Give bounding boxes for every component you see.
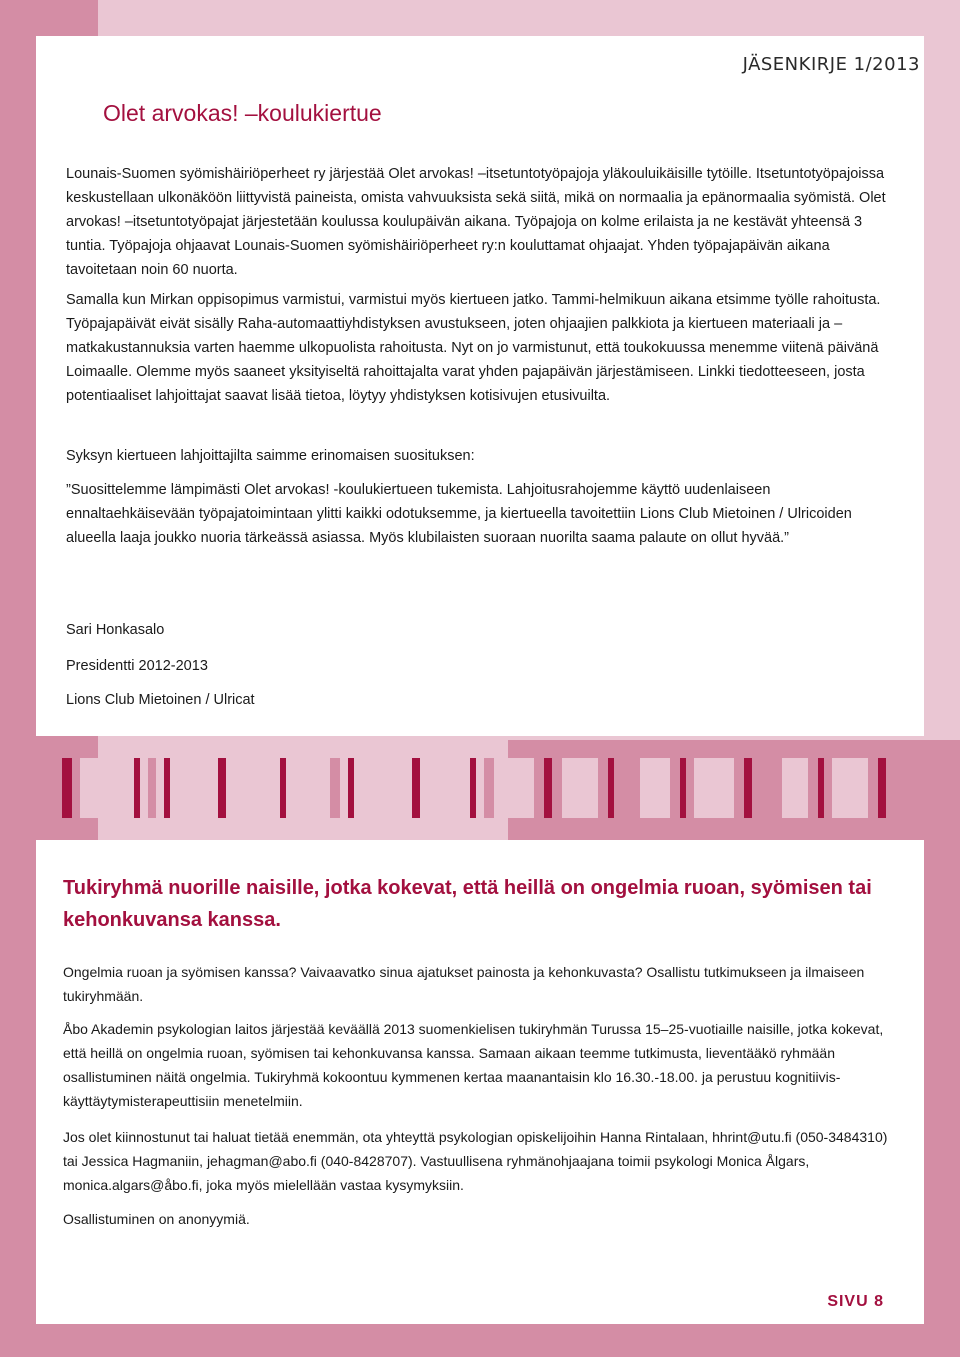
- article2-paragraph-3: Jos olet kiinnostunut tai haluat tietää enemmän, ota yhteyttä psykologian opiskelijoihin Hanna Rintalaan, hhrint@utu.fi (050-3484310) tai Jessica Hagmaniin, jehagman@abo.fi (040-8428707). Vastuullisena ryhmänohjaajana toimii psykologi Monica Ålgars, monica.algars@åbo.fi, joka myös mielellään vastaa kysymyksiin.: [63, 1129, 888, 1193]
- issue-header: JÄSENKIRJE 1/2013: [742, 54, 920, 75]
- background-band-bottom: [98, 1320, 960, 1357]
- stripe-dark: [218, 758, 226, 818]
- article2-paragraph-4: Osallistuminen on anonyymiä.: [63, 1211, 250, 1227]
- article1-paragraph-1: Lounais-Suomen syömishäiriöperheet ry järjestää Olet arvokas! –itsetuntotyöpajoja yläkouluikäisille tytöille. Itsetuntotyöpajoissa keskustellaan ulkonäköön liittyvistä paineista, omista vahvuuksista sekä siitä, mikä on normaalia ja epänormaalia syömistä. Olet arvokas! –itsetuntotyöpajat järjestetään koulussa koulupäivän aikana. Työpajoja on kolme erilaista ja ne kestävät yhteensä 3 tuntia. Työpajoja ohjaavat Lounais-Suomen syömishäiriöperheet ry:n kouluttamat ohjaajat. Yhden työpajapäivän aikana tavoitetaan noin 60 nuorta.: [66, 166, 886, 278]
- article1-paragraph-2: Samalla kun Mirkan oppisopimus varmistui, varmistui myös kiertueen jatko. Tammi-helmikuun aikana etsimme työlle rahoitusta. Työpajapäivät eivät sisälly Raha-automaattiyhdistyksen avustukseen, joten ohjaajien palkkiota ja kiertueen materiaali ja –matkakustannuksia varten haemme ulkopuolista rahoitusta. Nyt on jo varmistunut, että toukokuussa menemme viitenä päivänä Loimaalle. Olemme myös saaneet yksityiseltä rahoittajalta varat yhden pajapäivän järjestämiseen. Linkki tiedotteeseen, josta potentiaaliset lahjoittajat saavat lisää tietoa, löytyy yhdistyksen kotisivujen etusivuilta.: [66, 292, 881, 404]
- stripe-dark: [280, 758, 286, 818]
- article1-paragraph-3: Syksyn kiertueen lahjoittajilta saimme erinomaisen suosituksen:: [66, 448, 475, 464]
- stripe-dark: [470, 758, 476, 818]
- stripe-dark: [680, 758, 686, 818]
- article1-title: Olet arvokas! –koulukiertue: [103, 100, 382, 126]
- article2-title: Tukiryhmä nuorille naisille, jotka kokevat, että heillä on ongelmia ruoan, syömisen tai kehonkuvansa kanssa.: [63, 877, 872, 931]
- stripe-light: [430, 758, 460, 818]
- stripe-dark: [134, 758, 140, 818]
- article1-quote: ”Suosittelemme lämpimästi Olet arvokas! -koulukiertueen tukemista. Lahjoitusrahojemme käyttö uudenlaiseen ennaltaehkäisevään työpajatoimintaan ylitti kaikki odotuksemme, ja kiertueella tavoitettiin Lions Club Mietoinen / Ulricoiden alueella laaja joukko nuoria tärkeässä asiassa. Myös klubilaisten suoraan nuorilta saama palaute on ollut hyvää.”: [66, 482, 852, 546]
- stripe-medium: [148, 758, 156, 818]
- signature-club: Lions Club Mietoinen / Ulricat: [66, 692, 255, 708]
- page-number: SIVU 8: [827, 1293, 884, 1310]
- stripe-dark: [62, 758, 72, 818]
- stripe-dark: [818, 758, 824, 818]
- stripe-dark: [744, 758, 752, 818]
- stripe-light: [782, 758, 808, 818]
- stripe-light: [562, 758, 598, 818]
- decorative-stripes: [36, 758, 924, 818]
- stripe-light: [294, 758, 320, 818]
- stripe-light: [80, 758, 126, 818]
- signature-name: Sari Honkasalo: [66, 622, 165, 638]
- stripe-dark: [544, 758, 552, 818]
- stripe-medium: [622, 758, 632, 818]
- stripe-dark: [412, 758, 420, 818]
- article2-paragraph-2: Åbo Akademin psykologian laitos järjestää keväällä 2013 suomenkielisen tukiryhmän Turussa 15–25-vuotiaille naisille, jotka kokevat, että heillä on ongelmia ruoan, syömisen tai kehonkuvansa kanssa. Samaan aikaan teemme tutkimusta, lieventääkö ryhmään osallistuminen näitä ongelmia. Tukiryhmä kokoontuu kymmenen kertaa maanantaisin klo 16.30.-18.00. ja perustuu kognitiivis-käyttäytymisterapeuttisiin menetelmiin.: [63, 1021, 884, 1109]
- stripe-dark: [878, 758, 886, 818]
- stripe-dark: [348, 758, 354, 818]
- article2-paragraph-1: Ongelmia ruoan ja syömisen kanssa? Vaivaavatko sinua ajatukset painosta ja kehonkuvasta? Osallistu tutkimukseen ja ilmaiseen tukiryhmään.: [63, 964, 865, 1004]
- stripe-medium: [330, 758, 340, 818]
- signature-role: Presidentti 2012-2013: [66, 658, 208, 674]
- stripe-dark: [608, 758, 614, 818]
- stripe-medium: [762, 758, 772, 818]
- stripe-light: [234, 758, 270, 818]
- stripe-light: [640, 758, 670, 818]
- stripe-light: [694, 758, 734, 818]
- stripe-medium: [484, 758, 494, 818]
- stripe-light: [178, 758, 208, 818]
- stripe-light: [504, 758, 534, 818]
- stripe-light: [832, 758, 868, 818]
- stripe-light: [362, 758, 402, 818]
- stripe-dark: [164, 758, 170, 818]
